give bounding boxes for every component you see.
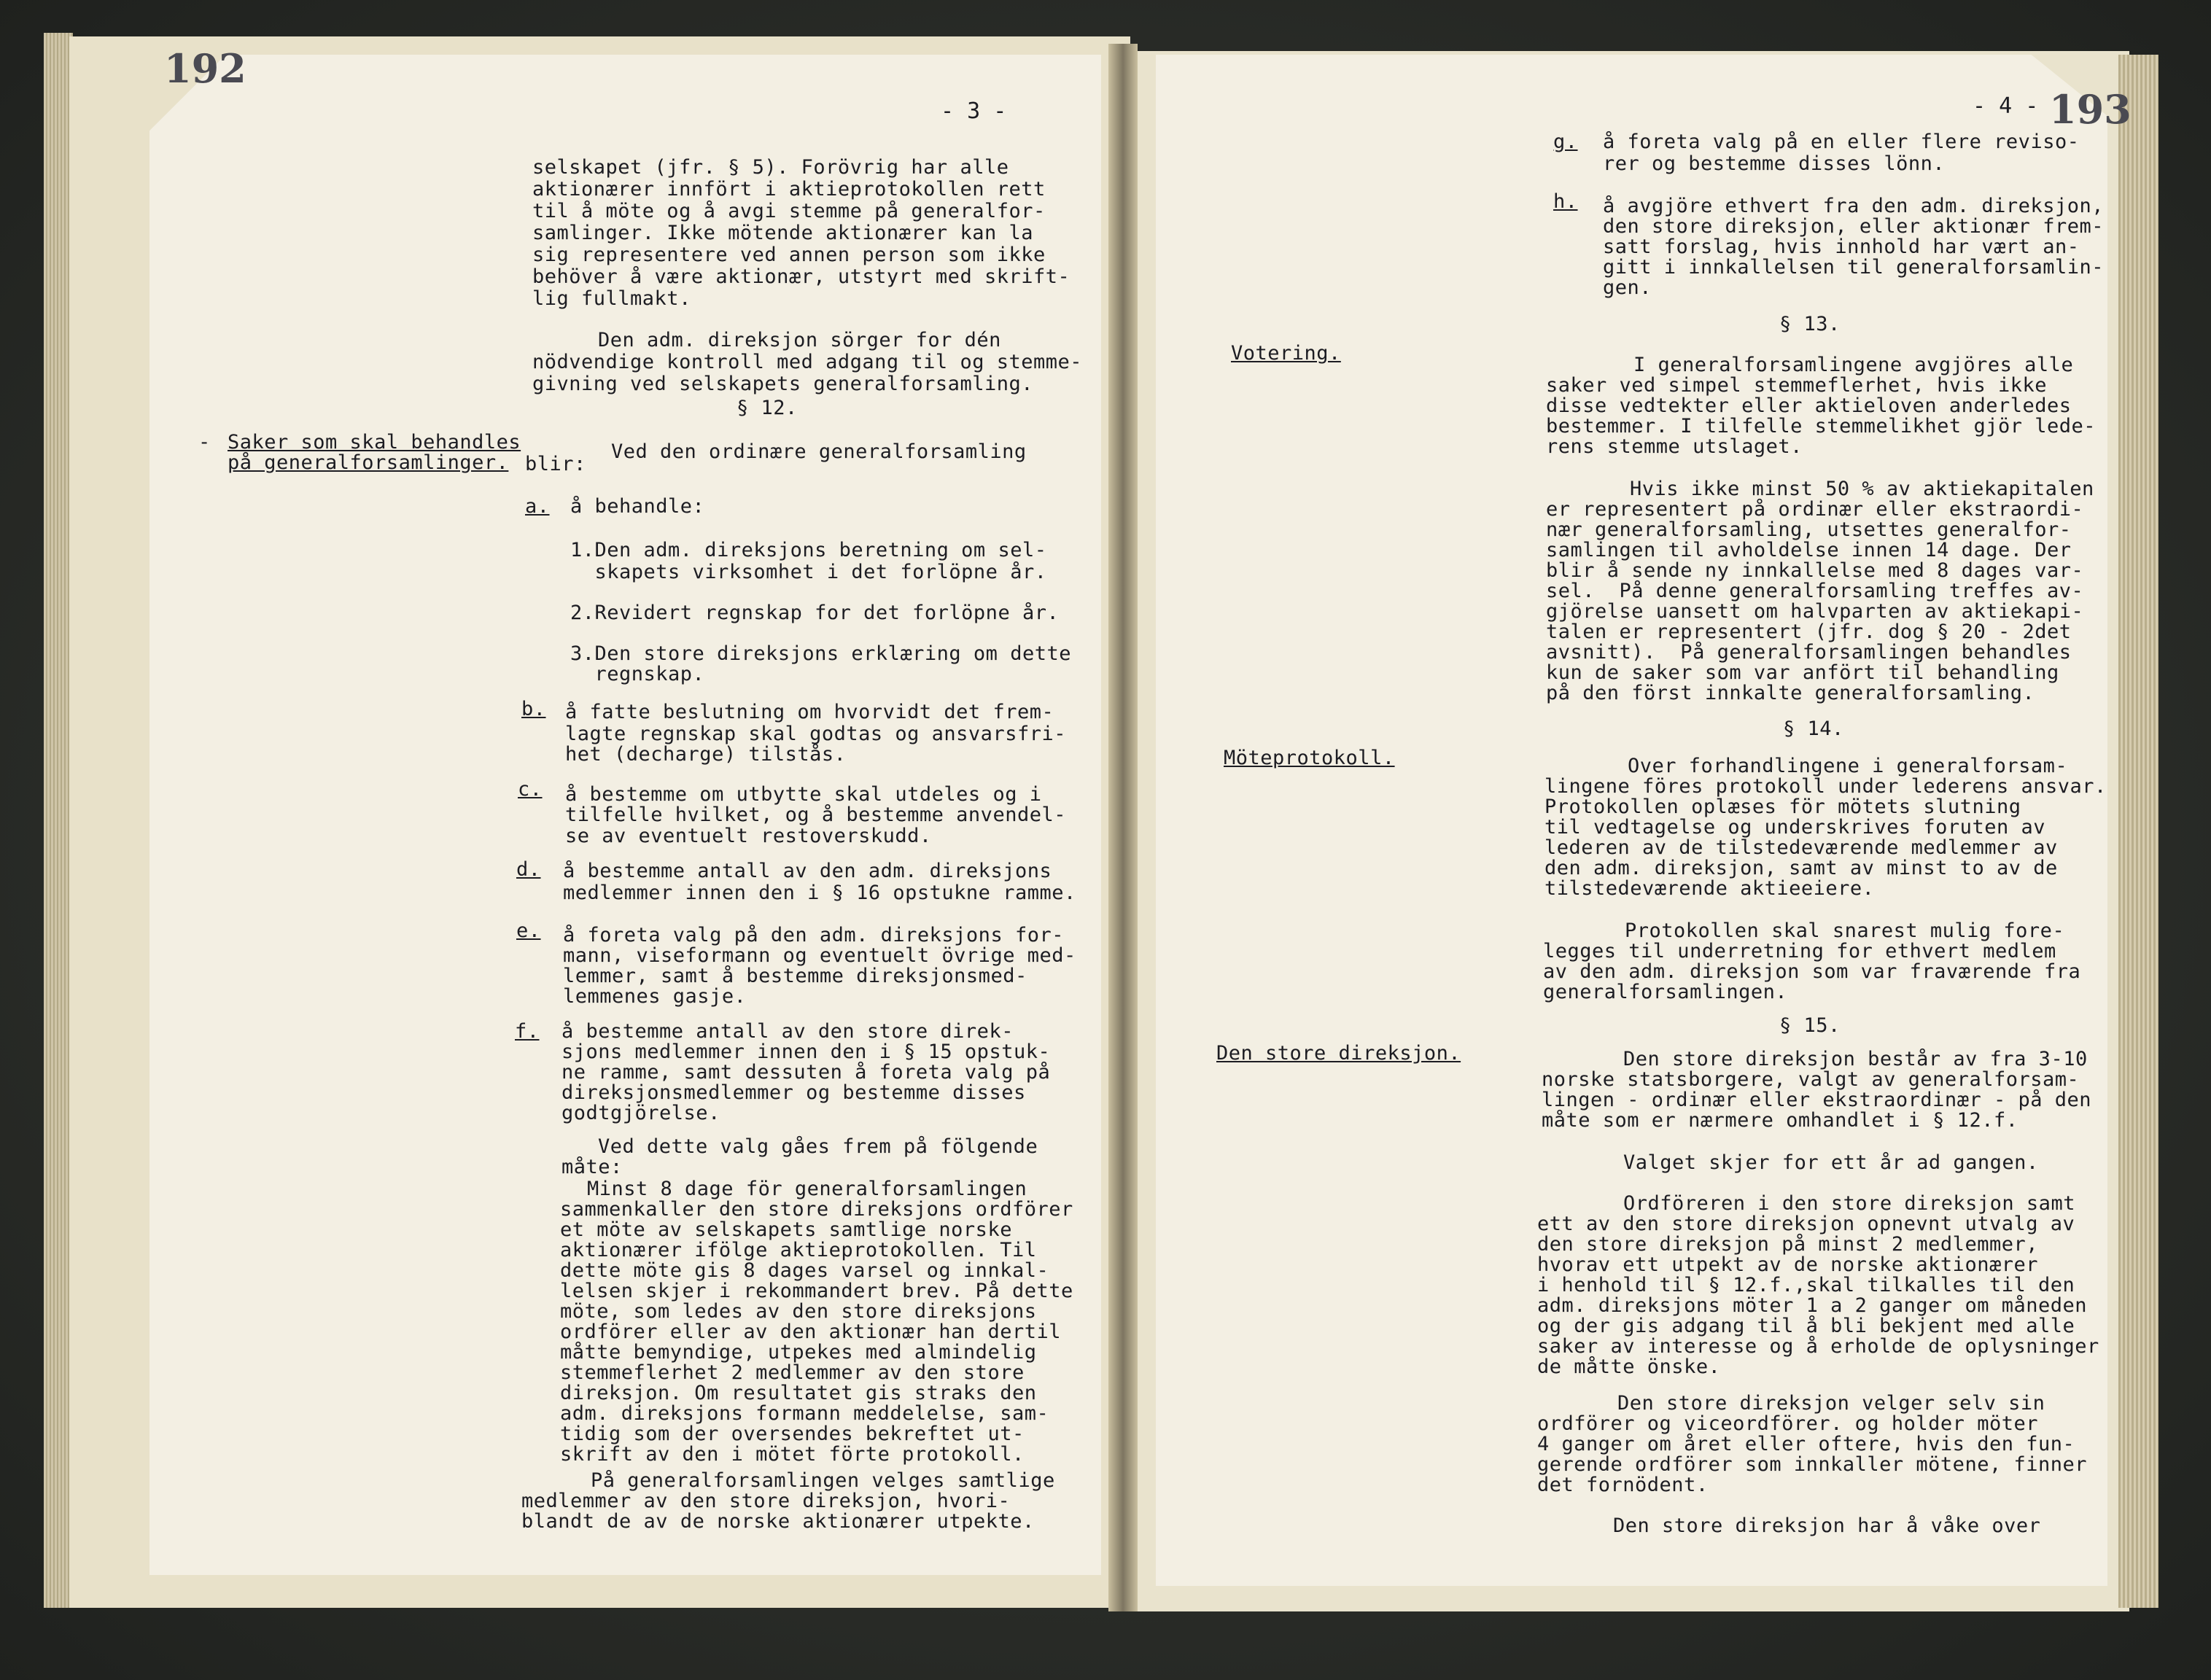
text-line: på den först innkalte generalforsamling. [1546,682,2035,704]
text-line: måtte bemyndige, utpekes med almindelig [560,1341,1037,1364]
item-h-text: gen. [1603,276,1652,299]
text-line: aktionærer ifölge aktieprotokollen. Til [560,1239,1037,1261]
text-line: til vedtagelse og underskrives foruten av [1544,816,2045,839]
text-line: Protokollen oplæses för mötets slutning [1544,796,2021,818]
text-line: de måtte önske. [1537,1356,1721,1378]
sub-item-1: 1.Den adm. direksjons beretning om sel- [570,539,1047,561]
text-line: nær generalforsamling, utsettes generalfor- [1546,518,2072,541]
item-e-label: e. [516,919,541,942]
s15-paragraph-5: Den store direksjon har å våke over [1613,1514,2041,1537]
text-line: saker av interesse og å erholde de oplysninger [1537,1335,2099,1358]
ordinary-line-1: Ved den ordinære generalforsamling [611,440,1027,463]
left-page-edges [44,33,73,1608]
text-line: selskapet (jfr. § 5). Forövrig har alle [532,156,1009,179]
text-line: Den store direksjon velger selv sin [1617,1392,2045,1415]
text-line: Over forhandlingene i generalforsam- [1628,755,2068,777]
margin-heading-votering: Votering. [1231,342,1341,365]
section-13-heading: § 13. [1779,313,1841,335]
item-f-text: å bestemme antall av den store direk- [562,1020,1014,1043]
text-line: stemmeflerhet 2 medlemmer av den store [560,1361,1025,1384]
text-line: generalforsamlingen. [1543,981,1788,1003]
text-line: talen er representert (jfr. dog § 20 - 2det [1546,621,2072,643]
sub-item-2: 2.Revidert regnskap for det forlöpne år. [570,602,1060,624]
text-line: rens stemme utslaget. [1546,435,1803,458]
text-line: medlemmer av den store direksjon, hvori- [521,1490,1011,1512]
item-e-text: lemmenes gasje. [563,985,747,1008]
sub-item-3: regnskap. [570,663,705,685]
text-line: disse vedtekter eller aktieloven anderledes [1546,394,2072,417]
item-h-label: h. [1553,190,1578,213]
text-line: Hvis ikke minst 50 % av aktiekapitalen [1630,478,2094,500]
text-line: hvorav ett utpekt av de norske aktionærer [1537,1253,2038,1276]
text-line: möte, som ledes av den store direksjons [560,1300,1037,1323]
text-line: Ved dette valg gåes frem på fölgende [598,1135,1038,1158]
item-a-text: å behandle: [570,495,705,518]
item-b-text: lagte regnskap skal godtas og ansvarsfri- [565,723,1066,745]
item-c-text: se av eventuelt restoverskudd. [565,825,932,847]
ordinary-line-2: blir: [525,453,586,475]
item-h-text: satt forslag, hvis innhold har vært an- [1603,236,2080,258]
text-line: samlingen til avholdelse innen 14 dage. Der [1546,539,2072,561]
item-b-label: b. [521,698,546,720]
text-line: aktionærer innfört i aktieprotokollen rett [532,178,1046,201]
text-line: bestemmer. I tilfelle stemmelikhet gjör lede- [1546,415,2096,438]
text-line: den adm. direksjon, samt av minst to av de [1544,857,2058,879]
text-line: et möte av selskapets samtlige norske [560,1218,1012,1241]
text-line: Minst 8 dage för generalforsamlingen [587,1178,1027,1200]
item-d-text: medlemmer innen den i § 16 opstukne ramme. [563,882,1076,904]
text-line: av den adm. direksjon som var fraværende fra [1543,960,2081,983]
text-line: gjörelse uansett om halvparten av aktiekapi- [1546,600,2084,623]
text-line: den store direksjon på minst 2 medlemmer, [1537,1233,2038,1256]
text-line: gerende ordförer som innkaller mötene, finner [1537,1453,2087,1476]
text-line: norske statsborgere, valgt av generalforsam- [1542,1068,2080,1091]
item-g-label: g. [1553,131,1578,153]
text-line: samlinger. Ikke mötende aktionærer kan la [532,222,1033,244]
text-line: sel. På denne generalforsamling treffes av- [1546,580,2084,602]
item-c-text: tilfelle hvilket, og å bestemme anvendel- [565,804,1066,826]
text-line: kun de saker som var anfört til behandling [1546,661,2059,684]
margin-heading-saker: Saker som skal behandles [228,431,521,454]
text-line: i henhold til § 12.f.,skal tilkalles til den [1537,1274,2075,1296]
section-12-heading: § 12. [737,397,798,419]
margin-heading-store-direksjon: Den store direksjon. [1216,1042,1461,1065]
text-line: sig representere ved annen person som ikke [532,244,1046,266]
text-line: lingen - ordinær eller ekstraordinær - på den [1542,1089,2091,1111]
text-line: er representert på ordinær eller ekstraordi- [1546,498,2084,521]
item-a-label: a. [525,495,550,518]
item-f-text: direksjonsmedlemmer og bestemme disses [562,1081,1026,1104]
text-line: skrift av den i mötet förte protokoll. [560,1443,1025,1466]
item-d-label: d. [516,858,541,881]
right-page-edges [2118,55,2158,1608]
item-g-text: rer og bestemme disses lönn. [1603,152,1946,175]
text-line: adm. direksjons formann meddelelse, sam- [560,1402,1049,1425]
left-page-number: - 3 - [941,98,1007,124]
section-15-heading: § 15. [1779,1014,1841,1037]
text-line: lingene föres protokoll under lederens ansvar. [1544,775,2107,798]
item-b-text: å fatte beslutning om hvorvidt det frem- [565,701,1054,723]
text-line: lig fullmakt. [532,287,691,310]
text-line: ordförer og viceordförer. og holder möter [1537,1412,2038,1435]
section-14-heading: § 14. [1783,718,1844,740]
text-line: I generalforsamlingene avgjöres alle [1633,354,2074,376]
item-e-text: lemmer, samt å bestemme direksjonsmed- [563,965,1027,987]
text-line: avsnitt). På generalforsamlingen behandles [1546,641,2072,664]
text-line: dette möte gis 8 dages varsel og innkal- [560,1259,1049,1282]
text-line: legges til underretning for ethvert medlem [1543,940,2056,962]
folio-stamp-left: 192 [164,45,246,92]
item-b-text: het (decharge) tilstås. [565,743,847,766]
text-line: Ordföreren i den store direksjon samt [1623,1192,2075,1215]
item-h-text: å avgjöre ethvert fra den adm. direksjon, [1603,195,2104,217]
book-gutter [1108,44,1138,1611]
text-line: Den store direksjon består av fra 3-10 [1623,1048,2088,1070]
text-line: direksjon. Om resultatet gis straks den [560,1382,1037,1404]
text-line: blir å sende ny innkallelse med 8 dages var- [1546,559,2084,582]
text-line: adm. direksjons möter 1 a 2 ganger om måneden [1537,1294,2087,1317]
text-line: tidig som der oversendes bekreftet ut- [560,1423,1025,1445]
text-line: 4 ganger om året eller oftere, hvis den fun- [1537,1433,2075,1455]
text-line: måte: [562,1156,623,1178]
text-line: Protokollen skal snarest mulig fore- [1625,919,2065,942]
text-line: saker ved simpel stemmeflerhet, hvis ikke [1546,374,2047,397]
text-line: til å möte og å avgi stemme på generalfor- [532,200,1046,222]
item-f-text: ne ramme, samt dessuten å foreta valg på [562,1061,1051,1084]
folio-stamp-right: 193 [2049,86,2132,133]
item-c-label: c. [518,778,543,801]
item-g-text: å foreta valg på en eller flere reviso- [1603,131,2080,153]
text-line: På generalforsamlingen velges samtlige [591,1469,1055,1492]
text-line: det fornödent. [1537,1474,1709,1496]
item-h-text: gitt i innkallelsen til generalforsamlin- [1603,256,2104,279]
text-line: ordförer eller av den aktionær han dertil [560,1321,1061,1343]
item-d-text: å bestemme antall av den adm. direksjons [563,860,1052,882]
sub-item-1: skapets virksomhet i det forlöpne år. [570,561,1047,583]
text-line: sammenkaller den store direksjons ordförer [560,1198,1073,1221]
item-e-text: mann, viseformann og eventuelt övrige med- [563,944,1076,967]
margin-heading-generalforsamlinger: på generalforsamlinger. [228,451,509,474]
right-page-number: - 4 - [1973,93,2039,119]
margin-dash: - [198,431,211,454]
item-h-text: den store direksjon, eller aktionær frem- [1603,215,2104,238]
item-c-text: å bestemme om utbytte skal utdeles og i [565,783,1042,806]
text-line: givning ved selskapets generalforsamling. [532,373,1033,395]
text-line: og der gis adgang til å bli bekjent med alle [1537,1315,2075,1337]
margin-heading-moteprotokoll: Möteprotokoll. [1224,747,1395,769]
text-line: tilstedeværende aktieeiere. [1544,877,1875,900]
text-line: lederen av de tilstedeværende medlemmer av [1544,836,2058,859]
text-line: behöver å være aktionær, utstyrt med skrift- [532,265,1070,288]
text-line: ett av den store direksjon opnevnt utvalg av [1537,1213,2075,1235]
item-f-label: f. [515,1020,540,1043]
text-line: lelsen skjer i rekommandert brev. På dette [560,1280,1073,1302]
sub-item-3: 3.Den store direksjons erklæring om dette [570,642,1071,665]
text-line: nödvendige kontroll med adgang til og stemme- [532,351,1082,373]
item-f-text: godtgjörelse. [562,1102,720,1124]
text-line: Den adm. direksjon sörger for dén [598,329,1001,351]
text-line: blandt de av de norske aktionærer utpekte. [521,1510,1035,1533]
item-e-text: å foreta valg på den adm. direksjons for- [563,924,1064,946]
s15-paragraph-2: Valget skjer for ett år ad gangen. [1623,1151,2039,1174]
text-line: måte som er nærmere omhandlet i § 12.f. [1542,1109,2018,1132]
item-f-text: sjons medlemmer innen den i § 15 opstuk- [562,1041,1051,1063]
